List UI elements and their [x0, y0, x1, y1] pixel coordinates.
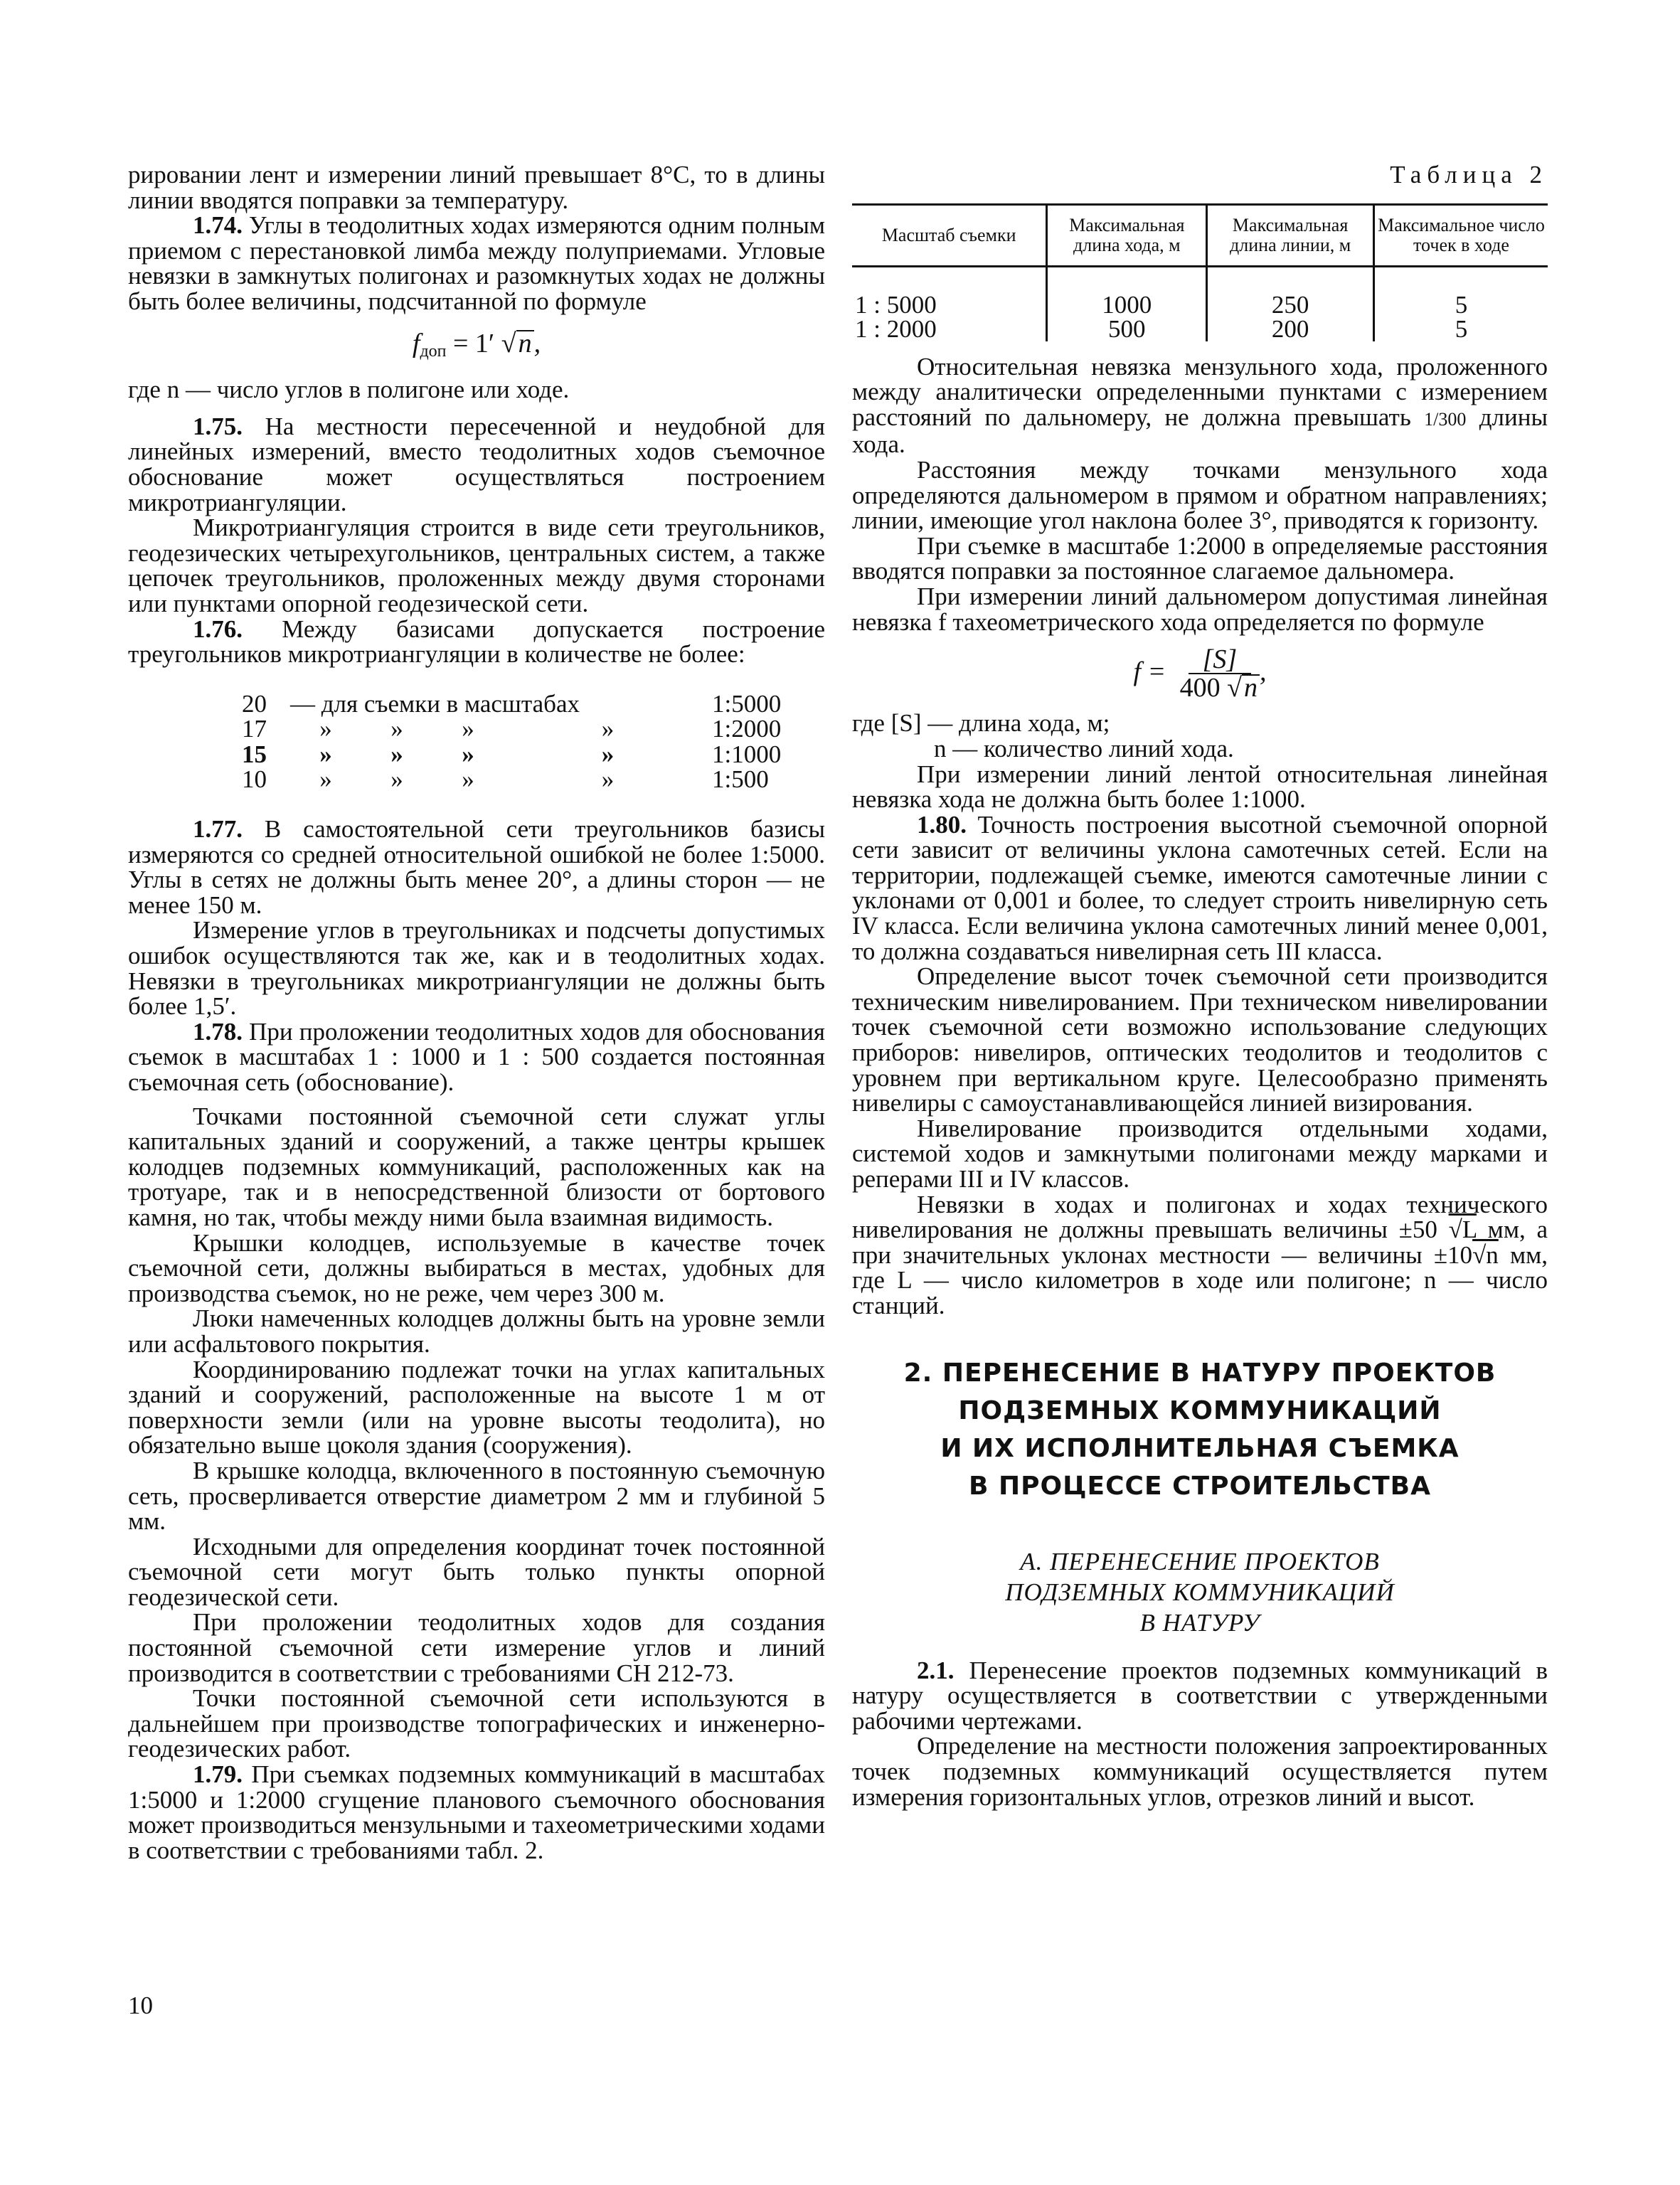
table-2	[852, 203, 1548, 341]
paragraph-text: Точность построения высотной съемочной опорной сети зависит от величины уклона самотечных сетей. Если на территории, подлежащей съемке, имеются самотечные линии с уклонами от 0,001 и более, то следует строить нивелирную сеть IV класса. Если величина уклона самотечных линий менее 0,001, то должна создаваться нивелирная сеть III класса.	[852, 810, 1548, 965]
count: 17	[242, 715, 267, 743]
paragraph: При съемке в масштабе 1:2000 в определяемые расстояния вводятся поправки за постоянное слагаемое дальномера.	[852, 531, 1548, 585]
formula-f-dop	[128, 330, 825, 365]
paragraph	[852, 354, 1548, 457]
paragraph: Исходными для определения координат точек постоянной съемочной сети могут быть только пункты опорной геодезической сети.	[128, 1532, 825, 1611]
subsection-heading	[852, 1546, 1548, 1638]
table-caption: Таблица 2	[1390, 161, 1548, 188]
heading-line: ПОДЗЕМНЫХ КОММУНИКАЦИЙ	[1005, 1578, 1395, 1606]
clause-number: 1.74.	[193, 211, 243, 240]
ditto-mark: »	[462, 740, 474, 768]
paragraph: Определение на местности положения запроектированных точек подземных коммуникаций осуществляется путем измерения горизонтальных углов, отрезков линий и высот.	[852, 1732, 1548, 1811]
paragraph-1-77	[128, 817, 825, 918]
formula-legend: где [S] — длина хода, м;	[852, 709, 1110, 738]
radicand: n	[1242, 674, 1260, 701]
paragraph: Расстояния между точками мензульного хода определяются дальномером в прямом и обратном направлениях; линии, имеющие угол наклона более 3°, приводятся к горизонту.	[852, 455, 1548, 535]
page-number: 10	[128, 1992, 153, 2019]
paragraph-text: Углы в теодолитных ходах измеряются одним полным приемом с перестановкой лимба между полуприемами. Угловые невязки в замкнутых полигонах и разомкнутых ходах не должны быть более величины, подсчитанной по формуле	[128, 211, 825, 315]
table-header-row	[852, 204, 1548, 266]
table-cell: 5	[1373, 293, 1548, 317]
table-cell: 5	[1373, 317, 1548, 341]
paragraph: При проложении теодолитных ходов для создания постоянной съемочной сети измерение углов и линий производится в соответствии с требованиями СН 212-73.	[128, 1608, 825, 1687]
table-cell: 1000	[1047, 293, 1207, 317]
column-header: Максимальная длина линии, м	[1207, 204, 1374, 266]
right-column	[852, 162, 1548, 1809]
clause-number: 1.76.	[193, 615, 243, 643]
paragraph: где n — число углов в полигоне или ходе.	[128, 376, 570, 404]
paragraph: Измерение углов в треугольниках и подсчеты допустимых ошибок осуществляются так же, как и в теодолитных ходах. Невязки в треугольниках микротриангуляции не должны быть более 1,5′.	[128, 916, 825, 1021]
formula-radicand: n	[516, 330, 534, 357]
clause-number: 1.75.	[193, 412, 243, 440]
ditto-mark: »	[319, 740, 332, 768]
sqrt-sign: √	[501, 328, 516, 358]
paragraph: Нивелирование производится отдельными ходами, системой ходов и замкнутыми полигонами между марками и реперами III и IV классов.	[852, 1114, 1548, 1193]
heading-line: А. ПЕРЕНЕСЕНИЕ ПРОЕКТОВ	[1020, 1547, 1380, 1575]
column-header: Максимальное число точек в ходе	[1373, 204, 1548, 266]
ditto-mark: »	[390, 740, 403, 768]
clause-number: 1.80.	[917, 810, 967, 839]
paragraph-text: При съемках подземных коммуникаций в масштабах 1:5000 и 1:2000 сгущение планового съемочного обоснования может производиться мензульными и тахеометрическими ходами в соответствии с требованиями табл. 2.	[128, 1760, 825, 1864]
formula-eq: = 1′	[446, 328, 501, 358]
paragraph: Точками постоянной съемочной сети служат углы капитальных зданий и сооружений, а также центры крышек колодцев подземных коммуникаций, расположенных как на тротуаре, так и в непосредственной близости от бортового камня, но так, чтобы между ними была взаимная видимость.	[128, 1102, 825, 1231]
paragraph-1-80	[852, 812, 1548, 964]
paragraph: Люки намеченных колодцев должны быть на уровне земли или асфальтового покрытия.	[128, 1304, 825, 1358]
formula-lhs: f =	[1133, 656, 1166, 687]
paragraph-text: мм, а при значительных уклонах местности — величины ±10	[852, 1216, 1548, 1269]
paragraph-text: Относительная невязка мензульного хода, проложенного между аналитически определенными пунктами с измерением расстояний по дальномеру, не должна превышать	[852, 352, 1548, 431]
sqrt-sign: √	[1227, 672, 1243, 703]
scale: 1:2000	[712, 715, 782, 743]
denominator-coef: 400	[1179, 672, 1221, 703]
count: 15	[242, 740, 267, 768]
paragraph-text: Невязки в ходах и полигонах и ходах технического нивелирования не должны превышать величины ±50	[852, 1190, 1548, 1244]
clause-number: 1.77.	[193, 815, 243, 844]
table-cell: 1 : 2000	[855, 314, 937, 343]
formula-tail: ,	[533, 328, 541, 358]
clause-number: 1.78.	[193, 1017, 243, 1046]
table-cell: 250	[1207, 293, 1374, 317]
formula-legend: n — количество линий хода.	[934, 734, 1234, 762]
paragraph: Крышки колодцев, используемые в качестве точек съемочной сети, должны выбираться в местах, удобных для производства съемок, но не реже, чем через 300 м.	[128, 1228, 825, 1307]
paragraph-1-79	[128, 1762, 825, 1863]
numerator: [S]	[1189, 647, 1252, 674]
column-header: Максимальная длина хода, м	[1047, 204, 1207, 266]
ditto-mark: »	[462, 765, 474, 794]
heading-line: В ПРОЦЕССЕ СТРОИТЕЛЬСТВА	[969, 1471, 1431, 1501]
formula-subscript: доп	[420, 341, 447, 361]
list-item	[242, 691, 825, 717]
paragraph: рировании лент и измерении линий превышает 8°С, то в длины линии вводятся поправки за температуру.	[128, 161, 825, 214]
paragraph: При измерении линий лентой относительная линейная невязка хода не должна быть более 1:1000.	[852, 760, 1548, 814]
list-item	[242, 742, 825, 767]
paragraph-text: Между базисами допускается построение треугольников микротриангуляции в количестве не более:	[128, 615, 825, 669]
paragraph: Определение высот точек съемочной сети производится техническим нивелированием. При техническом нивелировании точек съемочной сети возможно использование следующих приборов: нивелиров, оптических теодолитов и теодолитов с уровнем при вертикальном круге. Целесообразно применять нивелиры с самоустанавливающейся линией визирования.	[852, 962, 1548, 1117]
count: 20	[242, 689, 267, 718]
scale: 1:500	[712, 765, 769, 794]
left-column	[128, 162, 825, 1863]
paragraph: Точки постоянной съемочной сети используются в дальнейшем при производстве топографических и инженерно-геодезических работ.	[128, 1684, 825, 1763]
formula-tail: ,	[1260, 656, 1267, 687]
count: 10	[242, 765, 267, 794]
list-item	[242, 767, 825, 792]
table-cell: 200	[1207, 317, 1374, 341]
ditto-mark: »	[319, 765, 332, 794]
paragraph-1-74	[128, 213, 825, 314]
list-text: — для съемки в масштабах	[290, 689, 580, 718]
table-cell: 1 : 5000	[855, 290, 937, 319]
scale: 1:1000	[712, 740, 782, 768]
formula-lhs: f	[412, 328, 420, 358]
table-row	[852, 317, 1548, 341]
fraction	[1179, 644, 1260, 703]
formula-linear-misclosure	[852, 644, 1548, 703]
table-row	[852, 293, 1548, 317]
section-heading	[852, 1354, 1548, 1505]
sqrt-L: √L	[1448, 1216, 1477, 1244]
clause-number: 2.1.	[917, 1656, 955, 1684]
ditto-mark: »	[390, 715, 403, 743]
table-cell: 500	[1047, 317, 1207, 341]
paragraph-text: При проложении теодолитных ходов для обоснования съемок в масштабах 1 : 1000 и 1 : 500 создается постоянная съемочная сеть (обоснование).	[128, 1017, 825, 1096]
ditto-mark: »	[601, 715, 615, 743]
heading-line: В НАТУРУ	[1139, 1608, 1260, 1637]
heading-line: 2. ПЕРЕНЕСЕНИЕ В НАТУРУ ПРОЕКТОВ	[903, 1358, 1496, 1388]
paragraph-text: мм, где L — число километров в ходе или полигоне; n — число станций.	[852, 1240, 1548, 1319]
list-item	[242, 716, 825, 742]
fraction: 1/300	[1424, 408, 1467, 430]
scale: 1:5000	[712, 689, 782, 718]
ditto-mark: »	[462, 715, 474, 743]
paragraph: В крышке колодца, включенного в постоянную съемочную сеть, просверливается отверстие диаметром 2 мм и глубиной 5 мм.	[128, 1456, 825, 1536]
sqrt-n: √n	[1472, 1240, 1499, 1269]
heading-line: И ИХ ИСПОЛНИТЕЛЬНАЯ СЪЕМКА	[940, 1433, 1460, 1463]
column-header: Масштаб съемки	[852, 204, 1047, 266]
paragraph-text: длины хода.	[852, 403, 1548, 459]
clause-number: 1.79.	[193, 1760, 243, 1789]
heading-line: ПОДЗЕМНЫХ КОММУНИКАЦИЙ	[958, 1395, 1442, 1425]
ditto-mark: »	[601, 765, 615, 794]
paragraph-1-76	[128, 617, 825, 667]
paragraph-1-75	[128, 414, 825, 515]
ditto-mark: »	[319, 715, 332, 743]
paragraph-1-78	[128, 1019, 825, 1095]
ditto-mark: »	[601, 740, 615, 768]
paragraph	[852, 1192, 1548, 1319]
paragraph: При измерении линий дальномером допустимая линейная невязка f тахеометрического хода определяется по формуле	[852, 582, 1548, 636]
paragraph-text: На местности пересеченной и неудобной для линейных измерений, вместо теодолитных ходов съемочное обоснование может осуществляться построением микротриангуляции.	[128, 412, 825, 516]
ditto-mark: »	[390, 765, 403, 794]
paragraph-text: В самостоятельной сети треугольников базисы измеряются со средней относительной ошибкой не более 1:5000. Углы в сетях не должны быть менее 20°, а длины сторон — не менее 150 м.	[128, 815, 825, 919]
paragraph-2-1	[852, 1658, 1548, 1734]
paragraph: Микротриангуляция строится в виде сети треугольников, геодезических четырехугольников, центральных систем, а также цепочек треугольников, проложенных между двумя сторонами или пунктами опорной геодезической сети.	[128, 514, 825, 617]
paragraph: Координированию подлежат точки на углах капитальных зданий и сооружений, расположенные на высоте 1 м от поверхности земли (или на уровне высоты теодолита), но обязательно выше цоколя здания (сооружения).	[128, 1355, 825, 1460]
triangle-count-list	[242, 691, 825, 792]
paragraph-text: Перенесение проектов подземных коммуникаций в натуру осуществляется в соответствии с утвержденными рабочими чертежами.	[852, 1656, 1548, 1735]
denominator	[1180, 674, 1260, 701]
